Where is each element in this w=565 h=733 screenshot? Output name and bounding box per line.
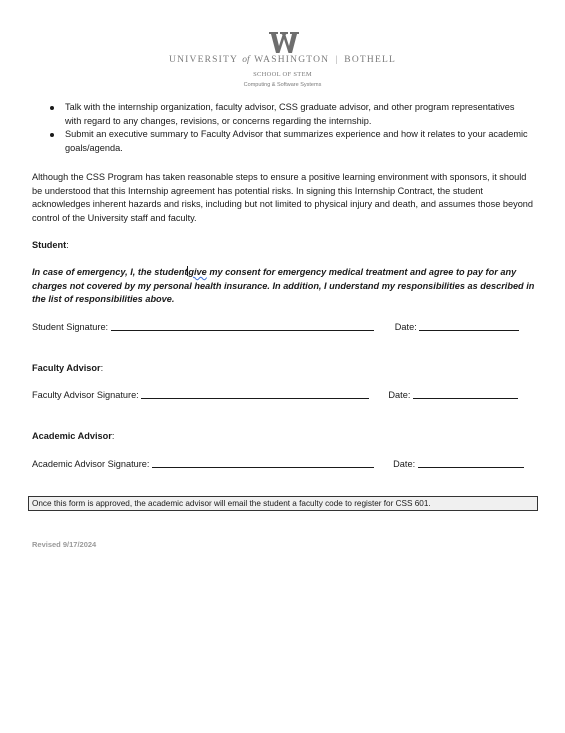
academic-date-label: Date: (393, 459, 416, 469)
list-item: Submit an executive summary to Faculty Advisor that summarizes experience and how it relates to your academic goals/agenda. (48, 128, 528, 155)
faculty-section-label: Faculty Advisor: (32, 363, 104, 373)
student-signature-row (32, 321, 519, 332)
revision-date: Revised 9/17/2024 (32, 540, 97, 549)
faculty-date-label: Date: (388, 390, 411, 400)
student-section-label: Student: (32, 240, 69, 250)
bullet-icon (50, 133, 54, 137)
academic-section-label: Academic Advisor: (32, 431, 115, 441)
student-signature-label: Student Signature: (32, 322, 109, 332)
academic-signature-label: Academic Advisor Signature: (32, 459, 150, 469)
student-signature-field[interactable] (111, 321, 374, 331)
faculty-signature-label: Faculty Advisor Signature: (32, 390, 139, 400)
emergency-consent-text: In case of emergency, I, the studentgive my consent for emergency medical treatment and agree to pay for any charges not covered by my personal health insurance. In addition, I understand my responsibilities as described in the list of responsibilities above. (32, 267, 535, 305)
list-item: Talk with the internship organization, faculty advisor, CSS graduate advisor, and other program representatives with regard to any changes, revisions, or concerns regarding the internship. (48, 101, 528, 128)
academic-signature-field[interactable] (152, 458, 374, 468)
academic-date-field[interactable] (418, 458, 524, 468)
faculty-signature-row (32, 389, 518, 400)
faculty-signature-field[interactable] (141, 389, 369, 399)
student-date-field[interactable] (419, 321, 519, 331)
approval-notice: Once this form is approved, the academic advisor will email the student a faculty code to register for CSS 601. (28, 496, 538, 511)
faculty-date-field[interactable] (413, 389, 518, 399)
spellcheck-word[interactable]: give (188, 267, 207, 277)
bullet-icon (50, 106, 54, 110)
student-date-label: Date: (394, 322, 417, 332)
academic-signature-row (32, 458, 524, 469)
university-name: UNIVERSITY of WASHINGTON | BOTHELL (169, 55, 396, 65)
department-name: Computing & Software Systems (243, 82, 322, 88)
responsibilities-list (48, 101, 528, 155)
risk-paragraph: Although the CSS Program has taken reasonable steps to ensure a positive learning environment with sponsors, it should be understood that this Internship agreement has potential risks. In signing this Internship Contract, the student acknowledges inherent hazards and risks, including but not limited to physical injury and death, and assumes those beyond control of the University staff and faculty. (32, 172, 534, 223)
uw-w-logo (269, 32, 299, 53)
school-name: SCHOOL OF STEM (253, 71, 312, 78)
